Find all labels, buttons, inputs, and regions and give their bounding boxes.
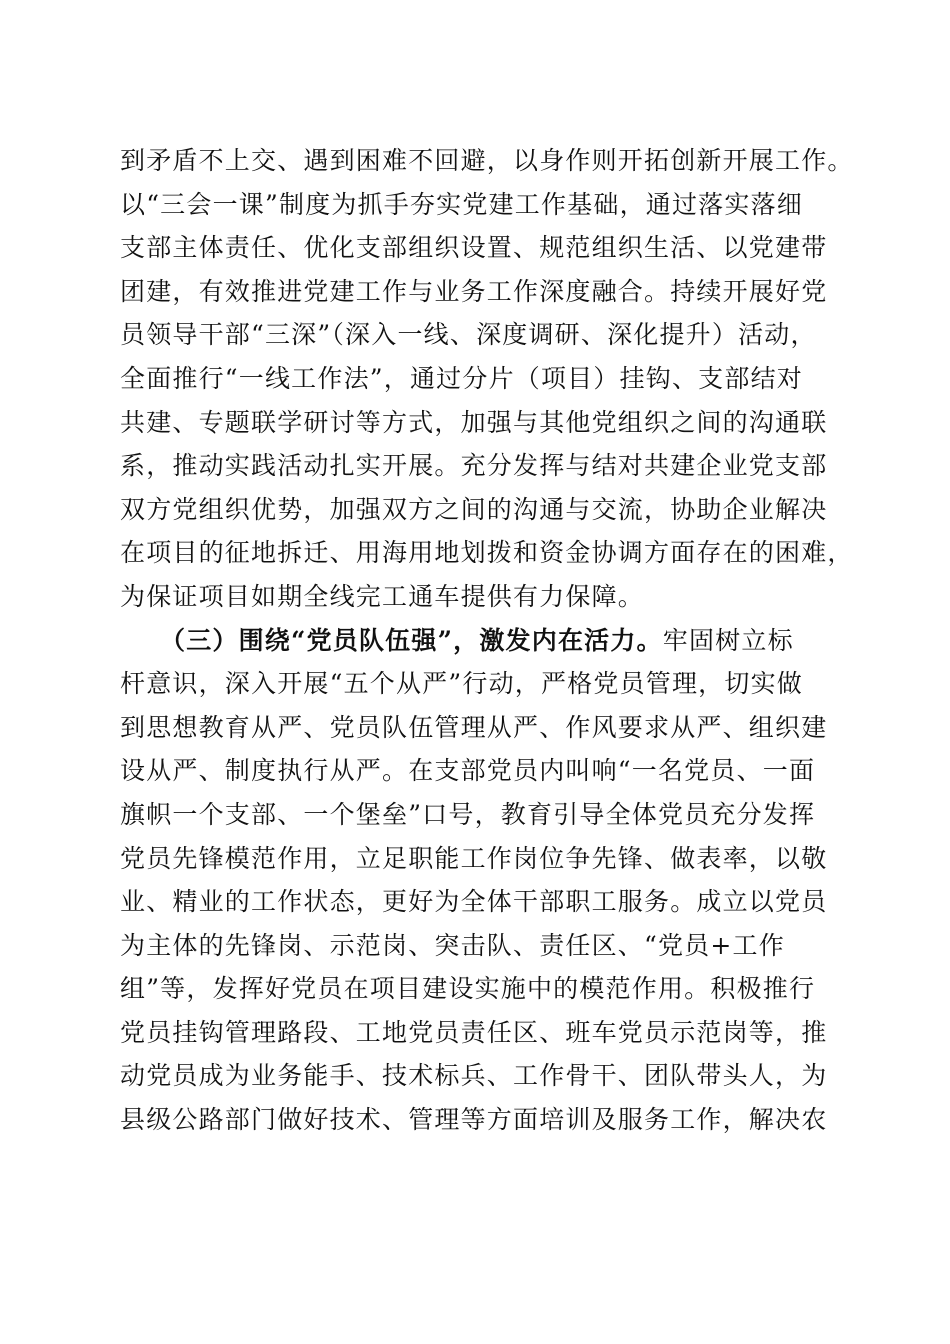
paragraph-line: 为保证项目如期全线完工通车提供有力保障。 xyxy=(120,581,645,611)
paragraph-line: 旗帜一个支部、一个堡垒”口号，教育引导全体党员充分发挥 xyxy=(120,799,816,829)
paragraph-line: 县级公路部门做好技术、管理等方面培训及服务工作，解决农 xyxy=(120,1105,828,1135)
paragraph-line: 员领导干部“三深”（深入一线、深度调研、深化提升）活动， xyxy=(120,320,817,350)
paragraph-line: 系，推动实践活动扎实开展。充分发挥与结对共建企业党支部 xyxy=(120,451,828,481)
paragraph-line: 党员挂钩管理路段、工地党员责任区、班车党员示范岗等，推 xyxy=(120,1017,828,1047)
paragraph-line: 为主体的先锋岗、示范岗、突击队、责任区、“党员+工作 xyxy=(120,930,785,960)
paragraph-line: 双方党组织优势，加强双方之间的沟通与交流，协助企业解决 xyxy=(120,494,828,524)
paragraph-line: 业、精业的工作状态，更好为全体干部职工服务。成立以党员 xyxy=(120,887,828,917)
section-heading-continuation: 牢固树立标 xyxy=(662,625,794,655)
paragraph-line: 设从严、制度执行从严。在支部党员内叫响“一名党员、一面 xyxy=(120,756,816,786)
paragraph-line: 杆意识，深入开展“五个从严”行动，严格党员管理，切实做 xyxy=(120,669,803,699)
paragraph-line: 共建、专题联学研讨等方式，加强与其他党组织之间的沟通联 xyxy=(120,407,828,437)
paragraph-line: 团建，有效推进党建工作与业务工作深度融合。持续开展好党 xyxy=(120,276,828,306)
paragraph-line: 组”等，发挥好党员在项目建设实施中的模范作用。积极推行 xyxy=(120,974,816,1004)
paragraph-line: 到矛盾不上交、遇到困难不回避，以身作则开拓创新开展工作。 xyxy=(120,146,854,175)
paragraph-line: 支部主体责任、优化支部组织设置、规范组织生活、以党建带 xyxy=(120,233,828,263)
document-body xyxy=(120,139,854,1142)
paragraph-line: 以“三会一课”制度为抓手夯实党建工作基础，通过落实落细 xyxy=(120,189,803,219)
paragraph-line: 在项目的征地拆迁、用海用地划拨和资金协调方面存在的困难， xyxy=(120,538,854,568)
paragraph-line: 到思想教育从严、党员队伍管理从严、作风要求从严、组织建 xyxy=(120,712,828,742)
paragraph-line: 党员先锋模范作用，立足职能工作岗位争先锋、做表率，以敬 xyxy=(120,843,828,873)
paragraph-line: 动党员成为业务能手、技术标兵、工作骨干、团队带头人，为 xyxy=(120,1061,828,1091)
section-heading-line xyxy=(120,619,840,663)
section-heading: （三）围绕“党员队伍强”，激发内在活力。 xyxy=(160,625,663,655)
paragraph-line: 全面推行“一线工作法”，通过分片（项目）挂钩、支部结对 xyxy=(120,363,803,393)
